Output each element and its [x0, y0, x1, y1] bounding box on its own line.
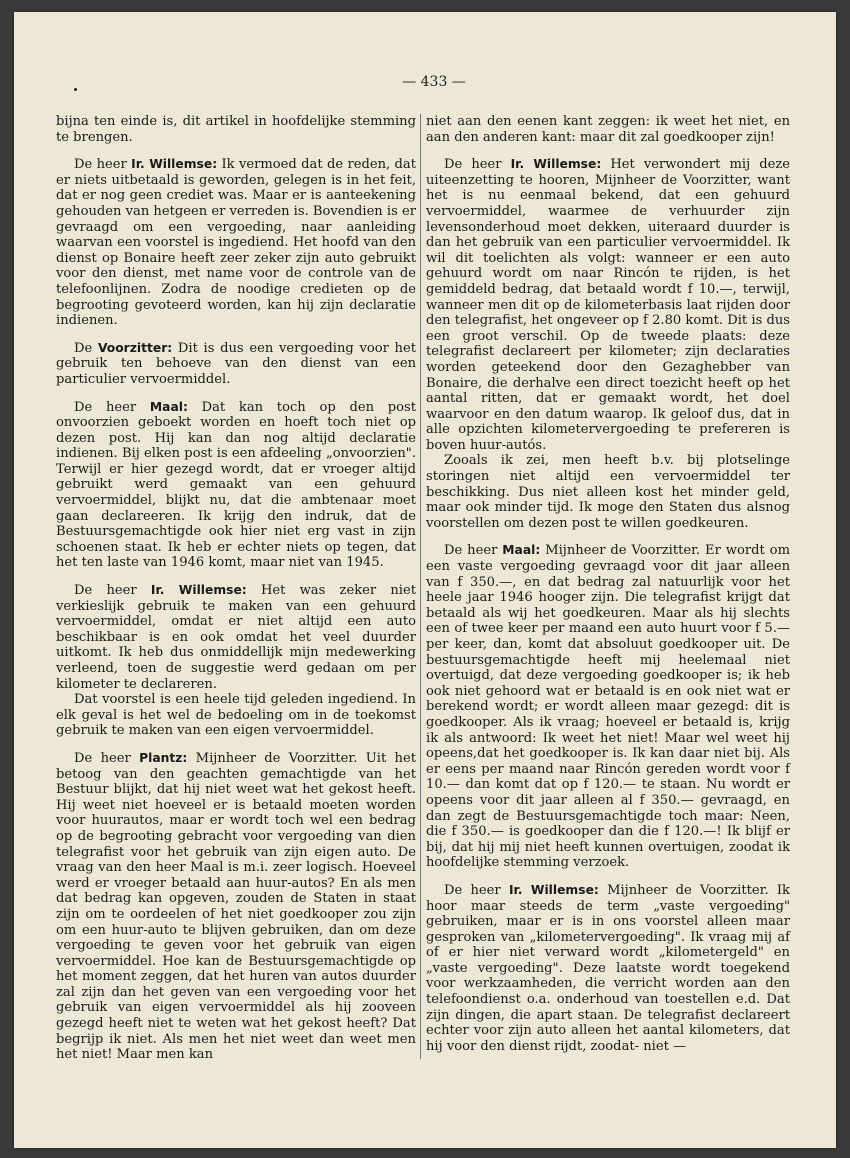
speech-text: Ik vermoed dat de reden, dat er niets uitbetaald is geworden, gelegen is in het feit, dat er nog geen crediet was. Maar er is aanteekening gehouden van hetgeen er verreden is. Bovendien is er gevraagd om een vergoeding, naar aanleiding waarvan een voorstel is ingediend. Het hoofd van den dienst op Bonaire heeft zeer zeker zijn auto gebruikt voor den dienst, met name voor de controle van de telefoonlijnen. Zodra de noodige credieten op de begrooting gevoteerd worden, kan hij zijn declaratie indienen.: [56, 157, 416, 329]
paragraph: [426, 883, 790, 1055]
speaker-prefix: De heer: [74, 399, 150, 415]
speech-text: Mijnheer de Voorzitter. Er wordt om een vaste vergoeding gevraagd voor dit jaar alleen van f 350.—, en dat bedrag zal natuurlijk voor het heele jaar 1946 hooger zijn. Die telegrafist krijgt dat betaald als wij het goedkeuren. Maar als hij slechts een of twee keer per maand een auto huurt voor f 5.— per keer, dan, komt dat absoluut goedkooper uit. De bestuursgemachtigde heeft mij heelemaal niet overtuigd, dat deze vergoeding goedkooper is; ik heb ook niet gehoord wat er betaald is en ook niet wat er berekend wordt; er wordt alleen maar gezegd: dit is goedkooper. Als ik vraag; hoeveel er betaald is, krijg ik als antwoord: Ik weet het niet! Maar wel weet hij opeens,dat het goedkooper is. Ik kan daar niet bij. Als er eens per maand naar Rincón gereden wordt voor f 10.— dan komt dat op f 120.— te staan. Nu wordt er opeens voor dit jaar alleen al f 350.— gevraagd, en dan zegt de Bestuursgemachtigde toch maar: Neen, die f 350.— is goedkooper dan die f 120.—! Ik blijf er bij, dat hij mij niet heeft kunnen overtuigen, zoodat ik hoofdelijke stemming verzoek.: [426, 543, 790, 871]
speaker-prefix: De heer: [444, 882, 509, 898]
speaker-prefix: De heer: [74, 157, 132, 173]
paragraph: [56, 341, 416, 388]
paragraph: Dat voorstel is een heele tijd geleden ingediend. In elk geval is het wel de bedoeling om in de toekomst gebruik te maken van een eigen vervoermiddel.: [56, 692, 416, 739]
column-divider: [420, 114, 421, 1059]
paragraph: [56, 751, 416, 1063]
left-column: [56, 114, 416, 1063]
speaker-name: Maal:: [149, 399, 188, 414]
paragraph: [56, 400, 416, 572]
speaker-prefix: De heer: [444, 543, 503, 559]
paragraph: Zooals ik zei, men heeft b.v. bij plotselinge storingen niet altijd een vervoermiddel ter beschikking. Dus niet alleen kost het minder geld, maar ook minder tijd. Ik moge den Staten dus alsnog voorstellen om dezen post te willen goedkeuren.: [426, 453, 790, 531]
page-number: — 433 —: [402, 74, 466, 90]
speaker-prefix: De: [74, 340, 98, 356]
print-speck: [74, 88, 77, 91]
speaker-name: Voorzitter:: [97, 340, 173, 355]
speaker-name: Maal:: [502, 543, 541, 558]
speaker-name: Ir. Willemse:: [150, 583, 247, 598]
paragraph: [56, 583, 416, 692]
speech-text: Het verwondert mij deze uiteenzetting te hooren, Mijnheer de Voorzitter, want het is nu eenmaal bekend, dat een gehuurd vervoermiddel, waarmee de verhuurder zijn levensonderhoud moet dekken, uiteraard duurder is dan het gebruik van een particulier vervoermiddel. Ik wil dit toelichten als volgt: wanneer er een auto gehuurd wordt om naar Rincón te rijden, is het gemiddeld bedrag, dat betaald wordt f 10.—, terwijl, wanneer men dit op de kilometerbasis laat rijden door den telegrafist, het ongeveer op f 2.80 komt. Dit is dus een groot verschil. Op de tweede plaats: deze telegrafist declareert per kilometer; zijn declaraties worden geteekend door den Gezaghebber van Bonaire, die derhalve een direct toezicht heeft op het aantal ritten, dat er gemaakt wordt, het doel waarvoor en den datum waarop. Ik geloof dus, dat in alle opzichten kilometervergoeding te prefereren is boven huur-autós.: [426, 157, 790, 453]
speaker-name: Ir. Willemse:: [131, 157, 218, 172]
paragraph: [56, 157, 416, 329]
right-column: [426, 114, 790, 1074]
speaker-name: Ir. Willemse:: [510, 157, 602, 172]
paragraph: bijna ten einde is, dit artikel in hoofdelijke stemming te brengen.: [56, 114, 416, 145]
document-page: [14, 12, 836, 1148]
paragraph: [426, 157, 790, 453]
speech-text: Dat kan toch op den post onvoorzien geboekt worden en hoeft toch niet op dezen post. Hij kan dan nog altijd declaratie indienen. Bij elken post is een afdeeling „onvoorzien". Terwijl er hier gezegd wordt, dat er vroeger altijd gebruikt werd gemaakt van een gehuurd vervoermiddel, blijkt nu, dat die ambtenaar moet gaan declareeren. Ik krijg den indruk, dat de Bestuursgemachtigde ook hier niet erg vast in zijn schoenen staat. Ik heb er echter niets op tegen, dat het ten laste van 1946 komt, maar niet van 1945.: [56, 399, 416, 571]
speaker-prefix: De heer: [74, 583, 151, 599]
speech-text: Het was zeker niet verkieslijk gebruik te maken van een gehuurd vervoermiddel, omdat er niet altijd een auto beschikbaar is en ook omdat het veel duurder uitkomt. Ik heb dus onmiddellijk mijn medewerking verleend, toen de suggestie werd gedaan om per kilometer te declareren.: [56, 583, 416, 692]
speech-text: Mijnheer de Voorzitter. Ik hoor maar steeds de term „vaste vergoeding" gebruiken, maar er is in ons voorstel alleen maar gesproken van „kilometervergoeding". Ik vraag mij af of er hier niet verward wordt „kilometergeld" en „vaste vergoeding". Deze laatste wordt toegekend voor werkzaamheden, die verricht worden aan den telefoondienst o.a. onderhoud van toestellen e.d. Dat zijn dingen, die apart staan. De telegrafist declareert echter voor zijn auto alleen het aantal kilometers, dat hij voor den dienst rijdt, zoodat- niet —: [426, 882, 790, 1054]
speech-text: Dit is dus een vergoeding voor het gebruik ten behoeve van den dienst van een particulier vervoermiddel.: [56, 340, 416, 387]
speaker-prefix: De heer: [74, 750, 140, 766]
speaker-prefix: De heer: [444, 157, 511, 173]
paragraph: [426, 543, 790, 870]
speech-text: Mijnheer de Voorzitter. Uit het betoog van den geachten gemachtigde van het Bestuur blijkt, dat hij niet weet wat het gekost heeft. Hij weet niet hoeveel er is betaald moeten worden voor huurautos, maar er wordt toch wel een bedrag op de begrooting gebracht voor vergoeding van dien telegrafist voor het gebruik van zijn eigen auto. De vraag van den heer Maal is m.i. zeer logisch. Hoeveel werd er vroeger betaald aan huur-autos? En als men dat bedrag kan opgeven, zouden de Staten in staat zijn om te oordeelen of het niet goedkooper zou zijn om een huur-auto te blijven gebruiken, dan om deze vergoeding te geven voor het gebruik van eigen vervoermiddel. Hoe kan de Bestuursgemachtigde op het moment zeggen, dat het huren van autos duurder zal zijn dan het geven van een vergoeding voor het gebruik van eigen vervoermiddel als hij zooveen gezegd heeft niet te weten wat het gekost heeft? Dat begrijp ik niet. Als men het niet weet dan weet men het niet! Maar men kan: [56, 750, 416, 1063]
paragraph: niet aan den eenen kant zeggen: ik weet het niet, en aan den anderen kant: maar dit zal goedkooper zijn!: [426, 114, 790, 145]
speaker-name: Plantz:: [139, 750, 188, 765]
speaker-name: Ir. Willemse:: [508, 882, 599, 897]
